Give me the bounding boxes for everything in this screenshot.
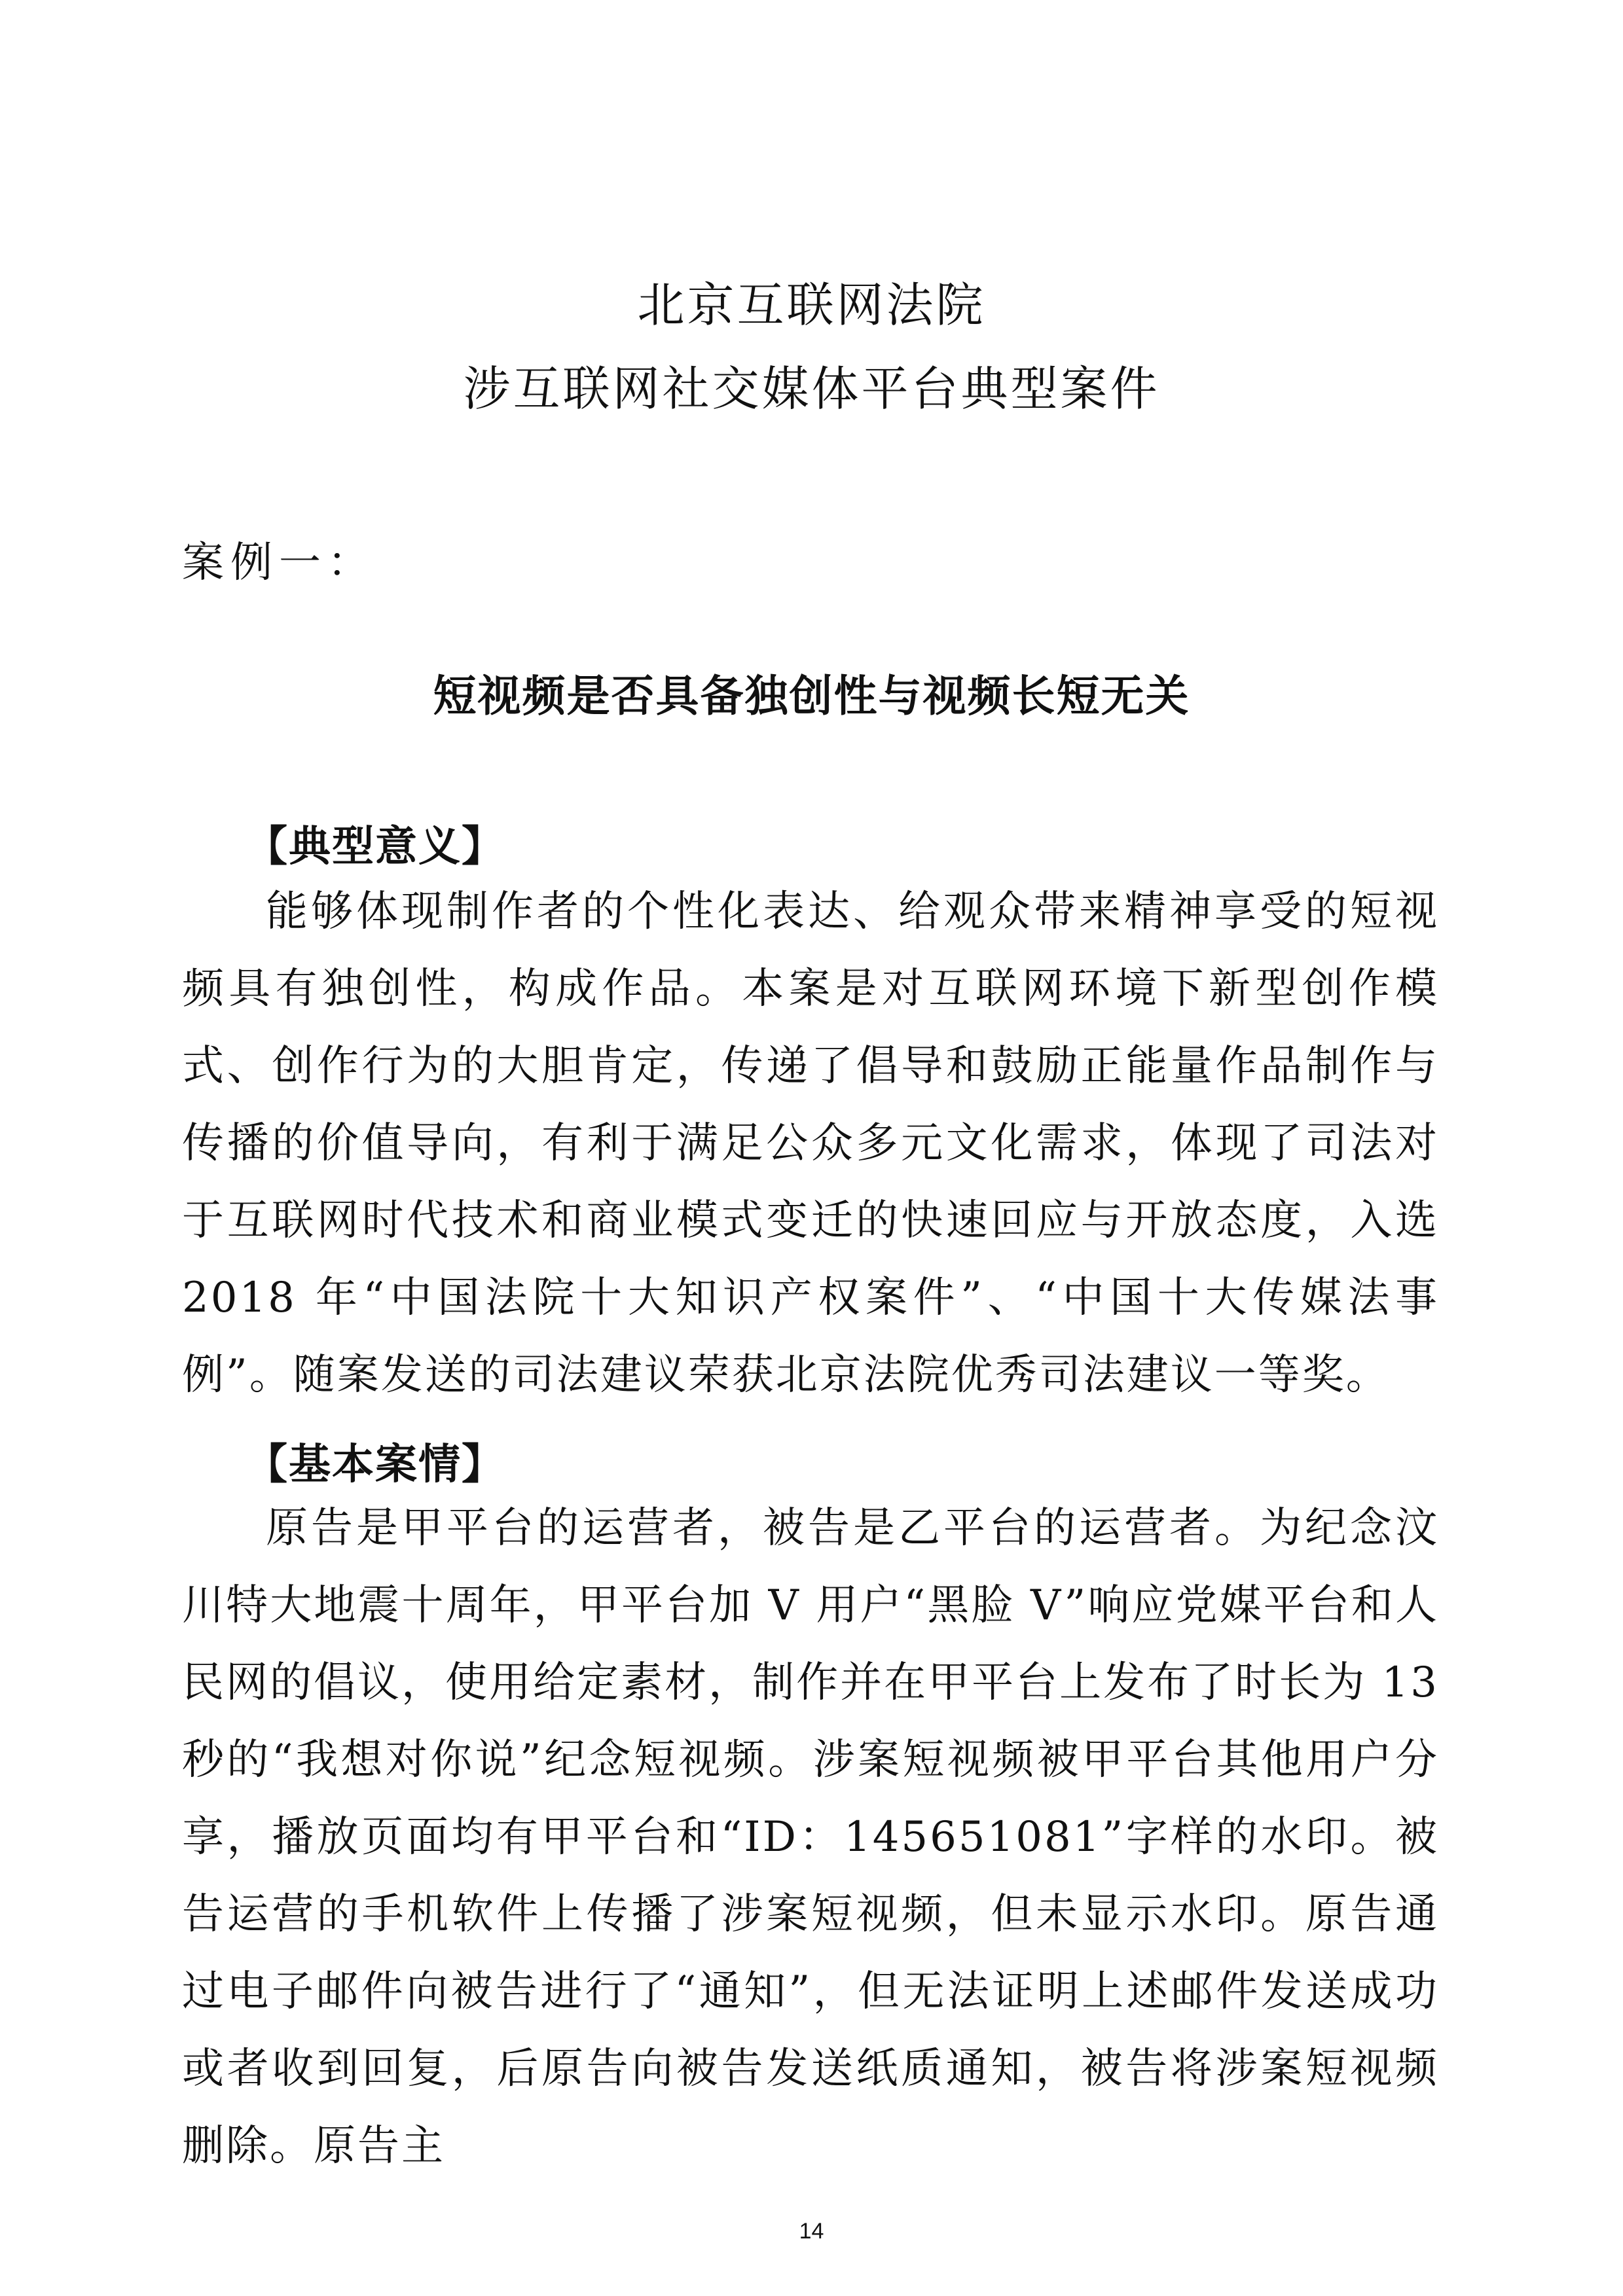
document-title: 北京互联网法院	[637, 278, 986, 332]
case-title: 短视频是否具备独创性与视频长短无关	[433, 670, 1190, 721]
section-paragraph-significance: 能够体现制作者的个性化表达、给观众带来精神享受的短视频具有独创性，构成作品。本案是对互联网环境下新型创作模式、创作行为的大胆肯定，传递了倡导和鼓励正能量作品制作与传播的价值导向，有利于满足公众多元文化需求，体现了司法对于互联网时代技术和商业模式变迁的快速回应与开放态度，入选 2018 年“中国法院十大知识产权案件”、“中国十大传媒法事例”。随案发送的司法建议荣获北京法院优秀司法建议一等奖。	[182, 888, 1439, 1399]
section-heading-significance: 【典型意义】	[246, 822, 505, 871]
section-paragraph-basic-facts: 原告是甲平台的运营者，被告是乙平台的运营者。为纪念汶川特大地震十周年，甲平台加 V 用户“黑脸 V”响应党媒平台和人民网的倡议，使用给定素材，制作并在甲平台上发布了时长为 13 秒的“我想对你说”纪念短视频。涉案短视频被甲平台其他用户分享，播放页面均有甲平台和“ID：145651081”字样的水印。被告运营的手机软件上传播了涉案短视频，但未显示水印。原告通过电子邮件向被告进行了“通知”，但无法证明上述邮件发送成功或者收到回复，后原告向被告发送纸质通知，被告将涉案短视频删除。原告主	[182, 1504, 1439, 2170]
document-subtitle: 涉互联网社交媒体平台典型案件	[463, 361, 1160, 416]
page-number: 14	[799, 2219, 824, 2244]
section-heading-basic-facts: 【基本案情】	[246, 1440, 505, 1489]
case-label: 案例一：	[182, 539, 376, 587]
